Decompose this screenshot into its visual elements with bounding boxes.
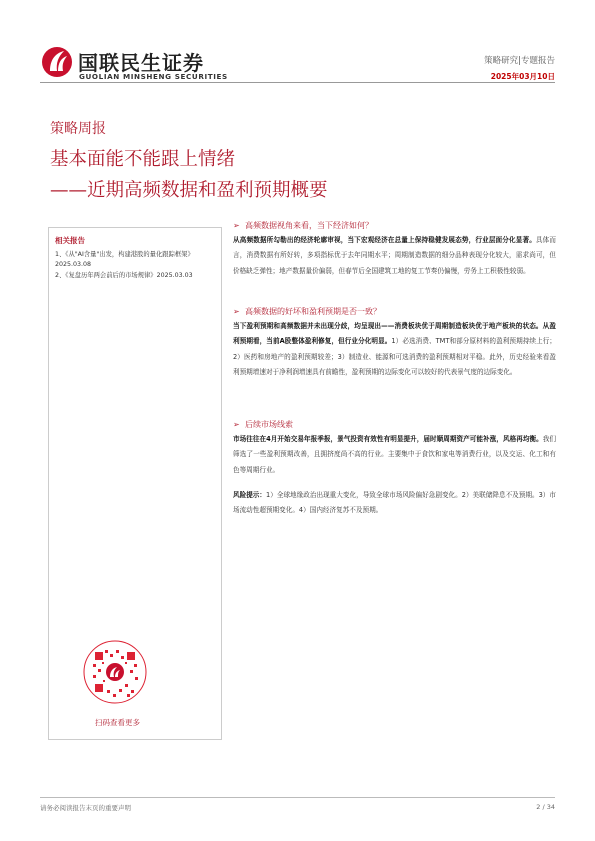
related-report-item[interactable]: 1、《从"AI含量"出发，构建港股的量化跟踪框架》2025.03.08 (55, 251, 194, 268)
related-report-item[interactable]: 2、《复盘历年两会前后的市场规律》2025.03.03 (55, 272, 193, 279)
footer-disclaimer: 请务必阅读报告末页的重要声明 (40, 804, 131, 812)
footer-divider (40, 797, 555, 798)
arrow-icon: ➢ (233, 420, 240, 429)
related-reports-title: 相关报告 (55, 236, 85, 245)
qr-caption: 扫码查看更多 (95, 718, 140, 727)
report-category: 策略研究|专题报告 (484, 56, 555, 66)
logo-en-text: GUOLIAN MINSHENG SECURITIES (79, 72, 228, 81)
section-heading: ➢ 高频数据视角来看，当下经济如何？ (233, 221, 373, 230)
report-title: 基本面能不能跟上情绪 (50, 149, 236, 170)
logo-cn-text: 国联民生证券 (78, 51, 204, 75)
company-logo (40, 45, 240, 85)
report-subtitle: ——近期高频数据和盈利预期概要 (50, 180, 328, 201)
page-number: 2 / 34 (536, 803, 555, 811)
logo-mark-icon (40, 45, 74, 79)
related-reports-panel (48, 227, 222, 740)
risk-warning: 风险提示：1）全球地缘政治出现重大变化，导致全球市场风险偏好急剧变化。2）美联储降息不及预期。3）市场流动性超预期变化。4）国内经济复苏不及预期。 (233, 491, 557, 515)
qr-code-icon[interactable] (83, 640, 147, 704)
section-heading: ➢ 高频数据的好坏和盈利预期是否一致？ (233, 307, 381, 316)
section-paragraph: 从高频数据所勾勒出的经济轮廓审视，当下宏观经济在总量上保持稳健发展态势，行业层面分化显著。具体而言，消费数据有所好转，多项指标优于去年同期水平；周期制造数据的细分品种表现分化较大，需求尚可，但价格缺乏弹性；地产数据量价偏弱，但春节后全国建筑工地的复工节奏仍偏慢，劳务上工积极性较弱。 (233, 236, 557, 275)
header-divider (40, 82, 555, 83)
section-heading: ➢ 后续市场线索 (233, 420, 293, 429)
report-type: 策略周报 (50, 121, 106, 137)
arrow-icon: ➢ (233, 307, 240, 316)
arrow-icon: ➢ (233, 221, 240, 230)
section-paragraph: 市场往往在4月开始交易年报季报，景气投资有效性有明显提升，届时顺周期资产可能补涨，风格再均衡。我们筛选了一些盈利预期改善，且拥挤度尚不高的行业。主要集中于食饮和家电等消费行业，以及交运、化工和有色等周期行业。 (233, 435, 556, 474)
report-date: 2025年03月10日 (490, 72, 555, 81)
section-paragraph: 当下盈利预期和高频数据并未出现分歧，均呈现出——消费板块优于周期制造板块优于地产板块的状态。从盈利预期看，当前A股整体盈利修复，但行业分化明显。1）必选消费、TMT和部分原材料的盈利预期持续上行；2）医药和房地产的盈利预期较差；3）制造业、能源和可选消费的盈利预期相对平稳。此外，历史经验来看盈利预期增速对于净利润增速具有前瞻性，盈利预期的边际变化可以较好的代表景气度的边际变化。 (233, 322, 556, 376)
